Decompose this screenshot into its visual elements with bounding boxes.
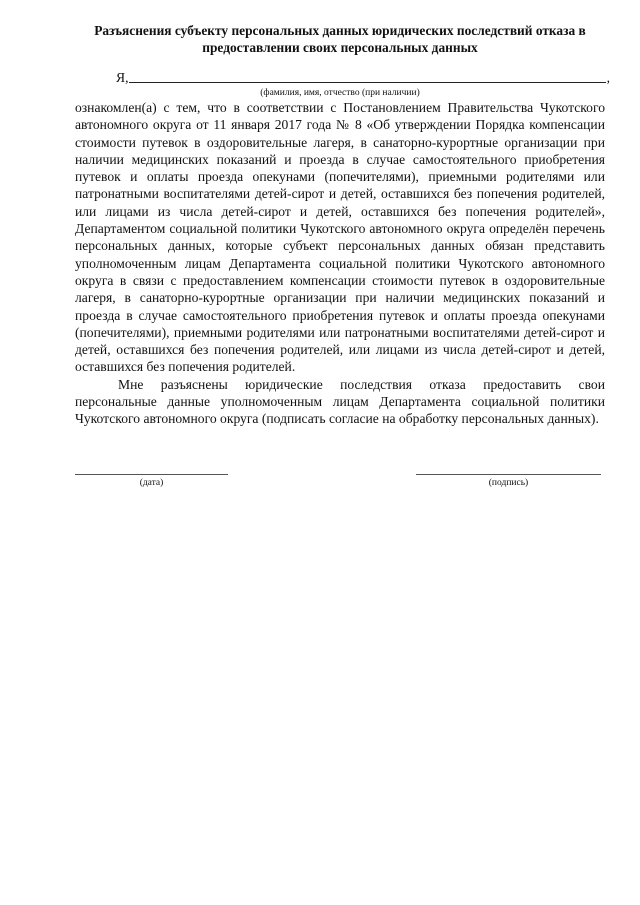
document-title: Разъяснения субъекту персональных данных юридических последствий отказа в предоставлении своих персональных данных — [94, 23, 586, 55]
date-line — [75, 474, 228, 475]
paragraph-consequences: Мне разъяснены юридические последствия отказа предоставить свои персональные данные уполномоченным лицам Департамента социальной политики Чукотского автономного округа (подписать согласие на обработку персональных данных). — [75, 376, 605, 427]
full-name-line — [116, 69, 610, 86]
signature-field — [416, 474, 601, 489]
name-prefix: Я, — [116, 70, 129, 85]
document-body — [75, 99, 605, 428]
paragraph-acknowledgement: ознакомлен(а) с тем, что в соответствии с Постановлением Правительства Чукотского автономного округа от 11 января 2017 года № 8 «Об утверждении Порядка компенсации стоимости путевок в оздоровительные лагеря, в санаторно-курортные организации при наличии медицинских показаний и проезда в случае самостоятельного приобретения путевок и оплаты проезда опекунами (попечителями), приемными родителями или патронатными воспитателями детей-сирот и детей, оставшихся без попечения родителей, или лицами из числа детей-сирот и детей, оставшихся без попечения родителей», Департаментом социальной политики Чукотского автономного округа определён перечень персональных данных, которые субъект персональных данных обязан представить уполномоченным лицам Департамента социальной политики Чукотского автономного округа в связи с предоставлением компенсации стоимости путевок в оздоровительные лагеря, в санаторно-курортные организации при наличии медицинских показаний и проезда в случае самостоятельного приобретения путевок и оплаты проезда опекунами (попечителями), приемными родителями или патронатными воспитателями детей-сирот и детей, оставшихся без попечения родителей, или лицами из числа детей-сирот и детей, оставшихся без попечения родителей. — [75, 100, 605, 375]
date-caption: (дата) — [139, 478, 164, 488]
signature-caption: (подпись) — [488, 478, 529, 488]
signature-line — [416, 474, 601, 475]
name-suffix: , — [606, 70, 610, 85]
full-name-blank — [129, 70, 605, 83]
date-field — [75, 474, 228, 489]
full-name-caption: (фамилия, имя, отчество (при наличии) — [260, 88, 420, 98]
